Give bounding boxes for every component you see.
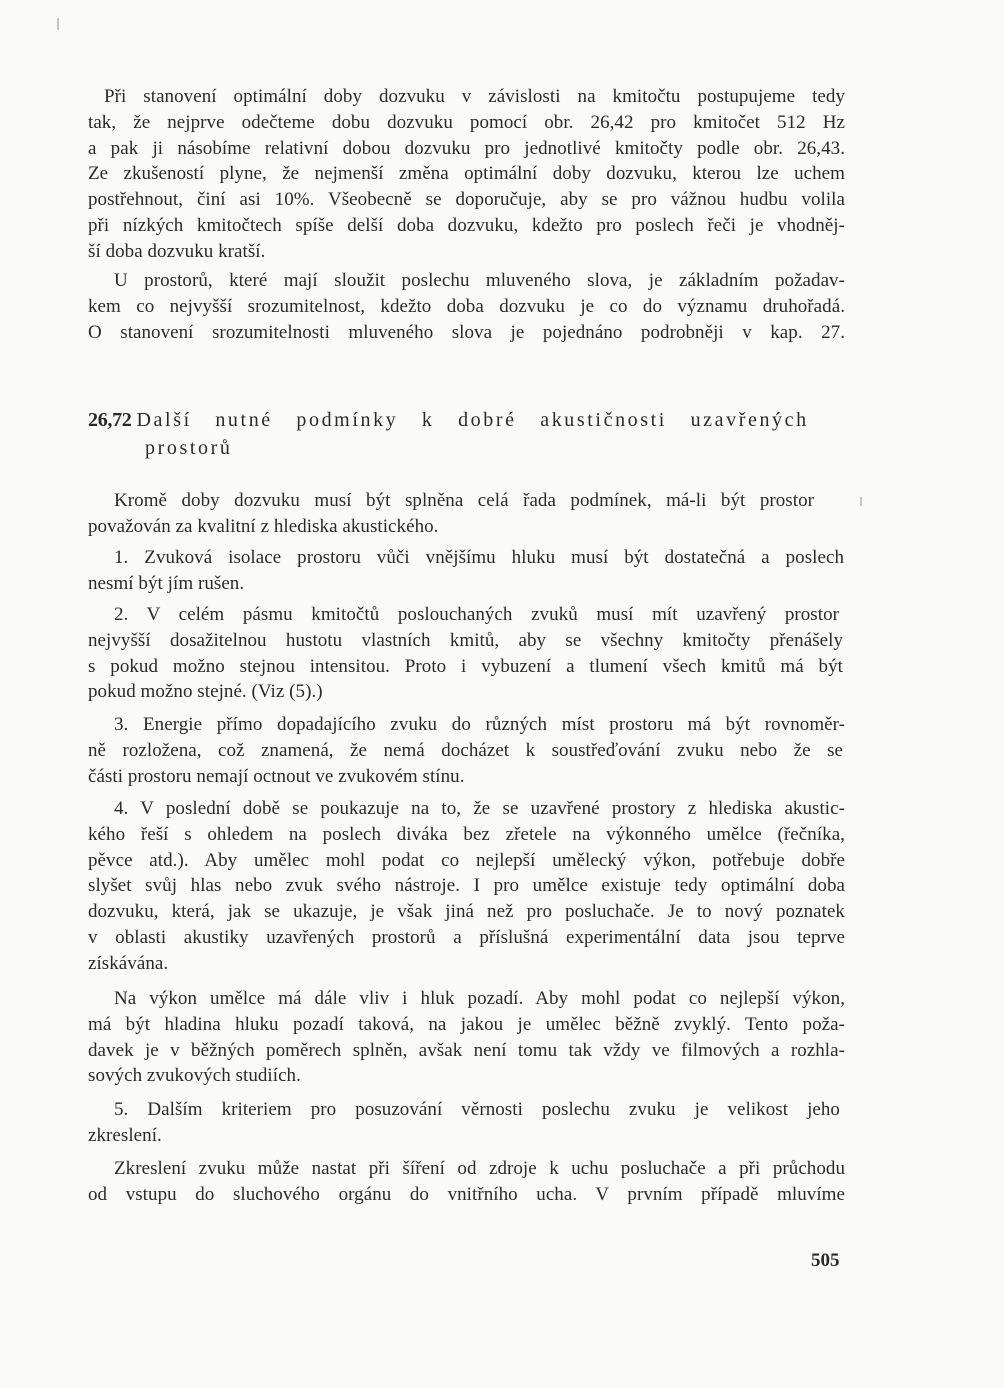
list-item-2 [88,602,845,705]
text-line: má být hladina hluku pozadí taková, na jakou je umělec běžně zvyklý. Tento poža- [88,1013,845,1035]
list-item-1 [88,545,845,597]
text-line: Ze zkušeností plyne, že nejmenší změna optimální doby dozvuku, kterou lze uchem [88,163,845,185]
text-line: 5. Dalším kriteriem pro posuzování věrnosti poslechu zvuku je velikost jeho [114,1099,840,1120]
text-line: a pak ji násobíme relativní dobou dozvuku pro jednotlivé kmitočty podle obr. 26,43. [88,137,845,159]
text-line: od vstupu do sluchového orgánu do vnitřního ucha. V prvním případě mluvíme [88,1183,845,1205]
section-number: 26,72 [88,409,132,431]
paragraph-distortion [88,1156,845,1208]
section-title: Další nutné podmínky k dobré akustičnosti uzavřených [136,409,809,431]
list-item-5 [88,1097,845,1149]
text-line: kého řeší s ohledem na poslech diváka bez zřetele na výkonného umělce (řečníka, [88,823,845,845]
text-line: části prostoru nemají octnout ve zvukovém stínu. [88,765,465,787]
text-line: nejvyšší dosažitelnou hustotu vlastních kmitů, aby se všechny kmitočty přenášely [88,629,843,651]
text-line: tak, že nejprve odečteme dobu dozvuku pomocí obr. 26,42 pro kmitočet 512 Hz [88,111,845,133]
text-line: kem co nejvyšší srozumitelnost, kdežto doba dozvuku je co do významu druhořadá. [88,295,845,317]
text-line: slyšet svůj hlas nebo zvuk svého nástroje. I pro umělce existuje tedy optimální doba [88,875,845,897]
text-line: zkreslení. [88,1124,162,1146]
text-line: nesmí být jím rušen. [88,572,245,594]
text-line: Při stanovení optimální doby dozvuku v závislosti na kmitočtu postupujeme tedy [104,86,845,107]
text-line: pěvce atd.). Aby umělec mohl podat co nejlepší umělecký výkon, potřebuje dobře [88,849,845,871]
text-line: ně rozložena, což znamená, že nemá docházet k soustřeďování zvuku nebo že se [88,739,843,761]
text-line: 3. Energie přímo dopadajícího zvuku do různých míst prostoru má být rovnoměr- [114,714,845,735]
page-number: 505 [811,1250,840,1271]
paragraph-background-noise [88,986,845,1089]
text-line: Zkreslení zvuku může nastat při šíření od zdroje k uchu posluchače a při průchodu [114,1158,845,1179]
text-line: Kromě doby dozvuku musí být splněna celá řada podmínek, má-li být prostor [114,490,814,511]
paragraph-intro-conditions [88,488,845,540]
text-line: 1. Zvuková isolace prostoru vůči vnějšímu hluku musí být dostatečná a poslech [114,547,844,568]
text-line: ší doba dozvuku kratší. [88,240,266,262]
text-line: 4. V poslední době se poukazuje na to, že se uzavřené prostory z hlediska akustic- [114,798,845,819]
text-line: při nízkých kmitočtech spíše delší doba dozvuku, kdežto pro poslech řeči je vhodněj- [88,214,845,236]
text-line: U prostorů, které mají sloužit poslechu mluveného slova, je základním požadav- [114,270,845,291]
text-line: 2. V celém pásmu kmitočtů poslouchaných zvuků musí mít uzavřený prostor [114,604,839,625]
text-line: s pokud možno stejnou intensitou. Proto i vybuzení a tlumení všech kmitů má být [88,655,843,677]
list-item-3 [88,712,845,789]
list-item-4 [88,796,845,977]
text-line: O stanovení srozumitelnosti mluveného slova je pojednáno podrobněji v kap. 27. [88,321,845,343]
text-line: postřehnout, činí asi 10%. Všeobecně se doporučuje, aby se pro vážnou hudbu volila [88,189,845,211]
section-title-continued: prostorů [145,437,233,459]
text-line: sových zvukových studiích. [88,1065,301,1087]
paragraph-speech-intelligibility [88,268,845,345]
text-line: pokud možno stejné. (Viz (5).) [88,681,323,703]
section-heading [88,406,848,462]
text-line: považován za kvalitní z hlediska akustického. [88,515,439,537]
text-line: získávána. [88,952,169,974]
text-line: dozvuku, která, jak se ukazuje, je však jiná než pro posluchače. Je to nový poznatek [88,901,845,923]
text-line: v oblasti akustiky uzavřených prostorů a příslušná experimentální data jsou teprve [88,926,845,948]
paragraph-reverberation [88,84,845,265]
text-line: Na výkon umělce má dále vliv i hluk pozadí. Aby mohl podat co nejlepší výkon, [114,988,845,1009]
text-line: davek je v běžných poměrech splněn, avšak není tomu tak vždy ve filmových a rozhla- [88,1039,845,1061]
